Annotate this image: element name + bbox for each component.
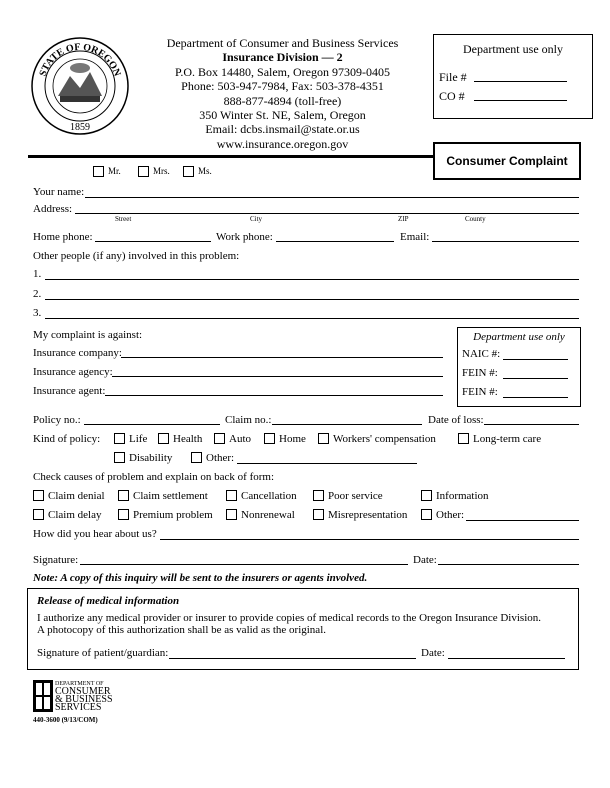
- address-label: Address:: [33, 203, 73, 215]
- signature-field[interactable]: [80, 564, 408, 565]
- ms-label: Ms.: [198, 166, 212, 176]
- person-2-field[interactable]: [45, 299, 579, 300]
- date-of-loss-label: Date of loss:: [428, 414, 484, 426]
- signature-label: Signature:: [33, 554, 79, 566]
- hear-about-field[interactable]: [160, 539, 579, 540]
- health-checkbox[interactable]: [158, 433, 169, 444]
- file-label: File #: [439, 70, 467, 84]
- street-sublabel: Street: [115, 215, 132, 223]
- email-field[interactable]: [432, 241, 579, 242]
- premium-problem-label: Premium problem: [133, 509, 213, 521]
- premium-problem-checkbox[interactable]: [118, 509, 129, 520]
- life-checkbox[interactable]: [114, 433, 125, 444]
- insurance-agency-field[interactable]: [112, 376, 443, 377]
- complaint-against-label: My complaint is against:: [33, 329, 143, 341]
- other-cause-label: Other:: [436, 509, 465, 521]
- email-address: Email: dcbs.insmail@state.or.us: [205, 122, 360, 137]
- nonrenewal-label: Nonrenewal: [241, 509, 295, 521]
- other-policy-field[interactable]: [237, 463, 417, 464]
- mr-label: Mr.: [108, 166, 121, 176]
- cancellation-label: Cancellation: [241, 490, 297, 502]
- co-field[interactable]: [474, 100, 567, 101]
- other-policy-label: Other:: [206, 452, 235, 464]
- oregon-state-seal: [30, 36, 130, 136]
- auto-label: Auto: [229, 433, 251, 445]
- email-label: Email:: [400, 231, 430, 243]
- person-1-field[interactable]: [45, 279, 579, 280]
- home-label: Home: [279, 433, 306, 445]
- release-line-2: A photocopy of this authorization shall be as valid as the original.: [37, 624, 326, 636]
- home-phone-label: Home phone:: [33, 231, 93, 243]
- health-label: Health: [173, 433, 203, 445]
- claim-delay-checkbox[interactable]: [33, 509, 44, 520]
- co-label: CO #: [439, 89, 465, 103]
- misrepresentation-label: Misrepresentation: [328, 509, 408, 521]
- insurance-agency-label: Insurance agency:: [33, 366, 113, 378]
- division-name: Insurance Division — 2: [222, 50, 343, 65]
- dept-use-title-2: Department use only: [473, 331, 565, 343]
- disability-checkbox[interactable]: [114, 452, 125, 463]
- mrs-checkbox[interactable]: [138, 166, 149, 177]
- person-2-number: 2.: [33, 288, 42, 300]
- zip-sublabel: ZIP: [398, 215, 409, 223]
- city-sublabel: City: [250, 215, 263, 223]
- claim-denial-label: Claim denial: [48, 490, 105, 502]
- insurance-agent-field[interactable]: [105, 395, 443, 396]
- workers-comp-label: Workers' compensation: [333, 433, 436, 445]
- claim-delay-label: Claim delay: [48, 509, 102, 521]
- insurance-agent-label: Insurance agent:: [33, 385, 106, 397]
- logo-line-2: CONSUMER: [55, 686, 111, 697]
- release-date-field[interactable]: [448, 658, 565, 659]
- home-checkbox[interactable]: [264, 433, 275, 444]
- causes-label: Check causes of problem and explain on back of form:: [33, 471, 275, 483]
- long-term-care-label: Long-term care: [473, 433, 542, 445]
- seal-text: STATE OF OREGON: [37, 41, 123, 78]
- poor-service-checkbox[interactable]: [313, 490, 324, 501]
- po-box: P.O. Box 14480, Salem, Oregon 97309-0405: [175, 64, 390, 79]
- signature-date-label: Date:: [413, 554, 437, 566]
- release-title: Release of medical information: [37, 595, 180, 607]
- form-number: 440-3600 (9/13/COM): [33, 716, 98, 724]
- your-name-field[interactable]: [85, 197, 579, 198]
- form-title: Consumer Complaint: [433, 142, 581, 180]
- patient-signature-label: Signature of patient/guardian:: [37, 647, 169, 659]
- person-1-number: 1.: [33, 268, 42, 280]
- nonrenewal-checkbox[interactable]: [226, 509, 237, 520]
- kind-of-policy-label: Kind of policy:: [33, 433, 101, 445]
- long-term-care-checkbox[interactable]: [458, 433, 469, 444]
- fein-field-2[interactable]: [503, 397, 568, 398]
- naic-label: NAIC #:: [462, 348, 501, 360]
- dept-use-box-2: [457, 327, 581, 407]
- work-phone-field[interactable]: [276, 241, 394, 242]
- naic-field[interactable]: [503, 359, 568, 360]
- copy-note: Note: A copy of this inquiry will be sent to the insurers or agents involved.: [33, 572, 368, 584]
- header-divider: [28, 155, 433, 158]
- your-name-label: Your name:: [33, 186, 85, 198]
- other-cause-checkbox[interactable]: [421, 509, 432, 520]
- auto-checkbox[interactable]: [214, 433, 225, 444]
- website: www.insurance.oregon.gov: [216, 136, 349, 151]
- claim-settlement-label: Claim settlement: [133, 490, 208, 502]
- logo-line-3: & BUSINESS: [55, 694, 113, 705]
- policy-no-field[interactable]: [84, 424, 220, 425]
- release-line-1: I authorize any medical provider or insurer to provide copies of medical records to the Oregon Insurance Division.: [37, 612, 541, 624]
- misrepresentation-checkbox[interactable]: [313, 509, 324, 520]
- ms-checkbox[interactable]: [183, 166, 194, 177]
- other-cause-field[interactable]: [466, 520, 579, 521]
- poor-service-label: Poor service: [328, 490, 383, 502]
- workers-comp-checkbox[interactable]: [318, 433, 329, 444]
- fein-field-1[interactable]: [503, 378, 568, 379]
- dept-use-title: Department use only: [463, 42, 563, 56]
- other-policy-checkbox[interactable]: [191, 452, 202, 463]
- mr-checkbox[interactable]: [93, 166, 104, 177]
- address-field[interactable]: [75, 213, 579, 214]
- release-date-label: Date:: [421, 647, 445, 659]
- fein-label-2: FEIN #:: [462, 386, 498, 398]
- claim-no-label: Claim no.:: [225, 414, 272, 426]
- claim-denial-checkbox[interactable]: [33, 490, 44, 501]
- work-phone-label: Work phone:: [216, 231, 273, 243]
- insurance-company-field[interactable]: [121, 357, 443, 358]
- tollfree: 888-877-4894 (toll-free): [223, 93, 342, 108]
- other-people-label: Other people (if any) involved in this problem:: [33, 250, 240, 262]
- agency-header: [150, 36, 415, 151]
- person-3-field[interactable]: [45, 318, 579, 319]
- logo-line-1: DEPARTMENT OF: [55, 681, 104, 687]
- information-checkbox[interactable]: [421, 490, 432, 501]
- claim-settlement-checkbox[interactable]: [118, 490, 129, 501]
- signature-date-field[interactable]: [438, 564, 579, 565]
- dept-use-box: [433, 34, 593, 119]
- cancellation-checkbox[interactable]: [226, 490, 237, 501]
- patient-signature-field[interactable]: [169, 658, 416, 659]
- dept-name: Department of Consumer and Business Services: [166, 36, 399, 50]
- claim-no-field[interactable]: [272, 424, 422, 425]
- dcbs-mark-icon: [33, 680, 53, 712]
- mrs-label: Mrs.: [153, 166, 170, 176]
- life-label: Life: [129, 433, 148, 445]
- hear-about-label: How did you hear about us?: [33, 528, 157, 540]
- home-phone-field[interactable]: [95, 241, 211, 242]
- insurance-company-label: Insurance company:: [33, 347, 122, 359]
- person-3-number: 3.: [33, 307, 42, 319]
- county-sublabel: County: [465, 215, 486, 223]
- logo-line-4: SERVICES: [55, 702, 102, 713]
- street-address: 350 Winter St. NE, Salem, Oregon: [199, 108, 366, 123]
- date-of-loss-field[interactable]: [484, 424, 579, 425]
- information-label: Information: [436, 490, 489, 502]
- disability-label: Disability: [129, 452, 173, 464]
- file-field[interactable]: [474, 81, 567, 82]
- phone-fax: Phone: 503-947-7984, Fax: 503-378-4351: [181, 79, 384, 94]
- fein-label-1: FEIN #:: [462, 367, 498, 379]
- medical-release-box: [27, 588, 579, 670]
- policy-no-label: Policy no.:: [33, 414, 81, 426]
- seal-year: 1859: [70, 122, 90, 133]
